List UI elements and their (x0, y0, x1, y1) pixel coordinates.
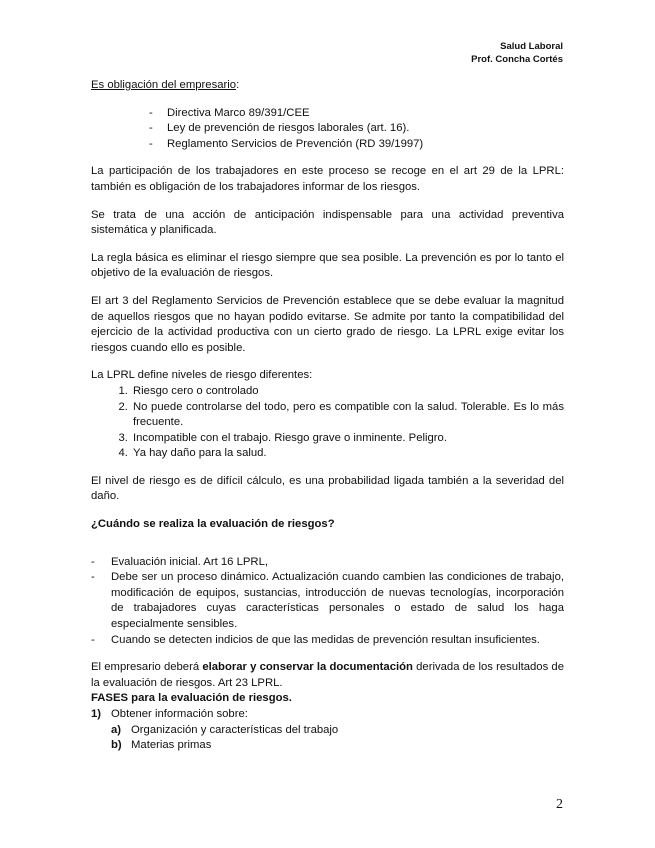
header-author: Prof. Concha Cortés (471, 54, 563, 65)
page-number: 2 (556, 797, 563, 812)
paragraph-participation: La participación de los trabajadores en este proceso se recoge en el art 29 de la LPRL: también es obligación de los trabajadores informar de los riesgos. (91, 165, 564, 193)
paragraph-basic-rule: La regla básica es eliminar el riesgo siempre que sea posible. La prevención es por lo tanto el objetivo de la evaluación de riesgos. (91, 251, 564, 280)
list-item: 1. Riesgo cero o controlado (131, 384, 564, 400)
page-header (471, 40, 563, 66)
list-item: - Directiva Marco 89/391/CEE (149, 106, 564, 122)
phase-step-1: 1) Obtener información sobre: (91, 708, 248, 720)
intro-underlined: Es obligación del empresario (91, 79, 237, 91)
paragraph-anticipation: Se trata de una acción de anticipación indispensable para una actividad preventiva sistemática y planificada. (91, 208, 564, 237)
obligations-list (91, 106, 564, 153)
section-heading-when: ¿Cuándo se realiza la evaluación de riesgos? (91, 518, 335, 531)
list-item: 4. Ya hay daño para la salud. (131, 446, 564, 462)
when-list (91, 555, 564, 649)
levels-list (91, 384, 564, 462)
paragraph-documentation: El empresario deberá elaborar y conservar la documentación derivada de los resultados de la evaluación de riesgos. Art 23 LPRL. (91, 661, 564, 689)
paragraph-art3: El art 3 del Reglamento Servicios de Prevención establece que se debe evaluar la magnitud de aquellos riesgos que no hayan podido evitarse. Se admite por tanto la compatibilidad del ejercicio de la actividad productiva con un cierto grado de riesgo. La LPRL exige evitar los riesgos cuando ello es posible. (91, 294, 564, 354)
header-subject: Salud Laboral (500, 41, 563, 52)
paragraph-risk-level: El nivel de riesgo es de difícil cálculo, es una probabilidad ligada también a la severidad del daño. (91, 474, 564, 503)
list-item: 2. No puede controlarse del todo, pero es compatible con la salud. Tolerable. Es lo más frecuente. (131, 400, 564, 431)
phase-substep: b) Materias primas (111, 739, 212, 752)
list-item: - Reglamento Servicios de Prevención (RD 39/1997) (149, 137, 564, 153)
phase-substep: a) Organización y características del trabajo (111, 723, 339, 736)
list-item: - Debe ser un proceso dinámico. Actualización cuando cambien las condiciones de trabajo, modificación de equipos, sustancias, introducción de nuevas tecnologías, incorporación de trabajadores cuyas características personales o estado de salud los haga especialmente sensibles. (91, 570, 564, 632)
list-item: 3. Incompatible con el trabajo. Riesgo grave o inminente. Peligro. (131, 431, 564, 447)
levels-intro: La LPRL define niveles de riesgo diferentes: (91, 369, 313, 382)
list-item: - Cuando se detecten indicios de que las medidas de prevención resultan insuficientes. (91, 633, 564, 649)
phases-heading: FASES para la evaluación de riesgos. (91, 692, 292, 705)
document-body (91, 78, 564, 754)
intro-line: Es obligación del empresario: (91, 79, 240, 91)
list-item: - Ley de prevención de riesgos laborales (art. 16). (149, 121, 564, 137)
list-item: - Evaluación inicial. Art 16 LPRL, (91, 555, 564, 571)
